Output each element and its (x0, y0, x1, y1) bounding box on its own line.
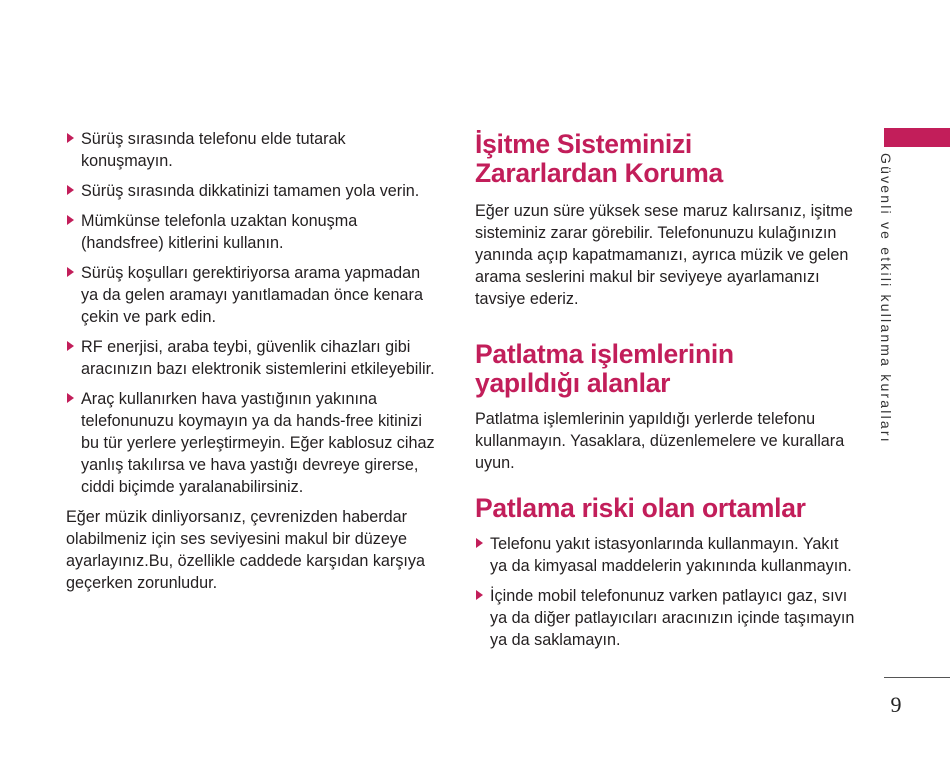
triangle-bullet-icon (67, 185, 74, 195)
heading-line: İşitme Sisteminizi (475, 129, 692, 159)
section-tab-bar (884, 128, 950, 147)
heading-line: yapıldığı alanlar (475, 368, 671, 398)
blasting-areas-heading (475, 340, 855, 398)
list-item-text: Araç kullanırken hava yastığının yakınına telefonunuzu koymayın ya da hands-free kitinizi bu tür yerlere yerleştirmeyin. Eğer kablosuz cihaz yanlış takılırsa ve hava yastığı devreye girerse, ciddi biçimde yaralanabilirsiniz. (81, 390, 435, 496)
list-item-text: Mümkünse telefonla uzaktan konuşma (handsfree) kitlerini kullanın. (81, 212, 358, 252)
heading-line: Zararlardan Koruma (475, 158, 723, 188)
explosive-atmospheres-list (475, 533, 855, 651)
list-item-text: Sürüş sırasında dikkatinizi tamamen yola verin. (81, 182, 420, 200)
triangle-bullet-icon (67, 215, 74, 225)
list-item-text: RF enerjisi, araba teybi, güvenlik cihazları gibi aracınızın bazı elektronik sistemlerini etkileyebilir. (81, 338, 435, 378)
list-item (66, 210, 438, 254)
page-number: 9 (890, 692, 902, 717)
list-item-text: Sürüş koşulları gerektiriyorsa arama yapmadan ya da gelen aramayı yanıtlamadan önce kenara çekin ve park edin. (81, 264, 423, 326)
list-item (475, 533, 855, 577)
heading-line: Patlatma işlemlerinin (475, 339, 734, 369)
left-column (66, 128, 438, 594)
triangle-bullet-icon (476, 590, 483, 600)
triangle-bullet-icon (67, 341, 74, 351)
list-item (66, 388, 438, 498)
driving-safety-list (66, 128, 438, 498)
list-item (66, 336, 438, 380)
music-volume-paragraph: Eğer müzik dinliyorsanız, çevrenizden haberdar olabilmeniz için ses seviyesini makul bir düzeye ayarlayınız.Bu, özellikle caddede karşıdan karşıya geçerken zorunludur. (66, 508, 426, 592)
list-item (66, 180, 438, 202)
triangle-bullet-icon (476, 538, 483, 548)
hearing-protection-body: Eğer uzun süre yüksek sese maruz kalırsanız, işitme sisteminiz zarar görebilir. Telefonunuzu kulağınızın yanında açıp kapatmamanızı, ayrıca müzik ve gelen arama seslerini makul bir seviyeye ayarlamanızı tavsiye ederiz. (475, 202, 853, 308)
list-item-text: Sürüş sırasında telefonu elde tutarak konuşmayın. (81, 130, 346, 170)
list-item-text: İçinde mobil telefonunuz varken patlayıcı gaz, sıvı ya da diğer patlayıcıları aracınızın içinde taşımayın ya da saklamayın. (490, 587, 855, 649)
right-column (475, 128, 855, 659)
list-item (475, 585, 855, 651)
triangle-bullet-icon (67, 393, 74, 403)
list-item (66, 128, 438, 172)
triangle-bullet-icon (67, 267, 74, 277)
page-number-rule (884, 677, 950, 678)
list-item-text: Telefonu yakıt istasyonlarında kullanmayın. Yakıt ya da kimyasal maddelerin yakınında kullanmayın. (490, 535, 852, 575)
hearing-protection-heading (475, 130, 855, 188)
section-tab-label: Güvenli ve etkili kullanma kuralları (878, 153, 894, 444)
triangle-bullet-icon (67, 133, 74, 143)
list-item (66, 262, 438, 328)
explosive-atmospheres-heading: Patlama riski olan ortamlar (475, 493, 806, 523)
blasting-areas-body: Patlatma işlemlerinin yapıldığı yerlerde telefonu kullanmayın. Yasaklara, düzenlemelere ve kurallara uyun. (475, 410, 845, 472)
